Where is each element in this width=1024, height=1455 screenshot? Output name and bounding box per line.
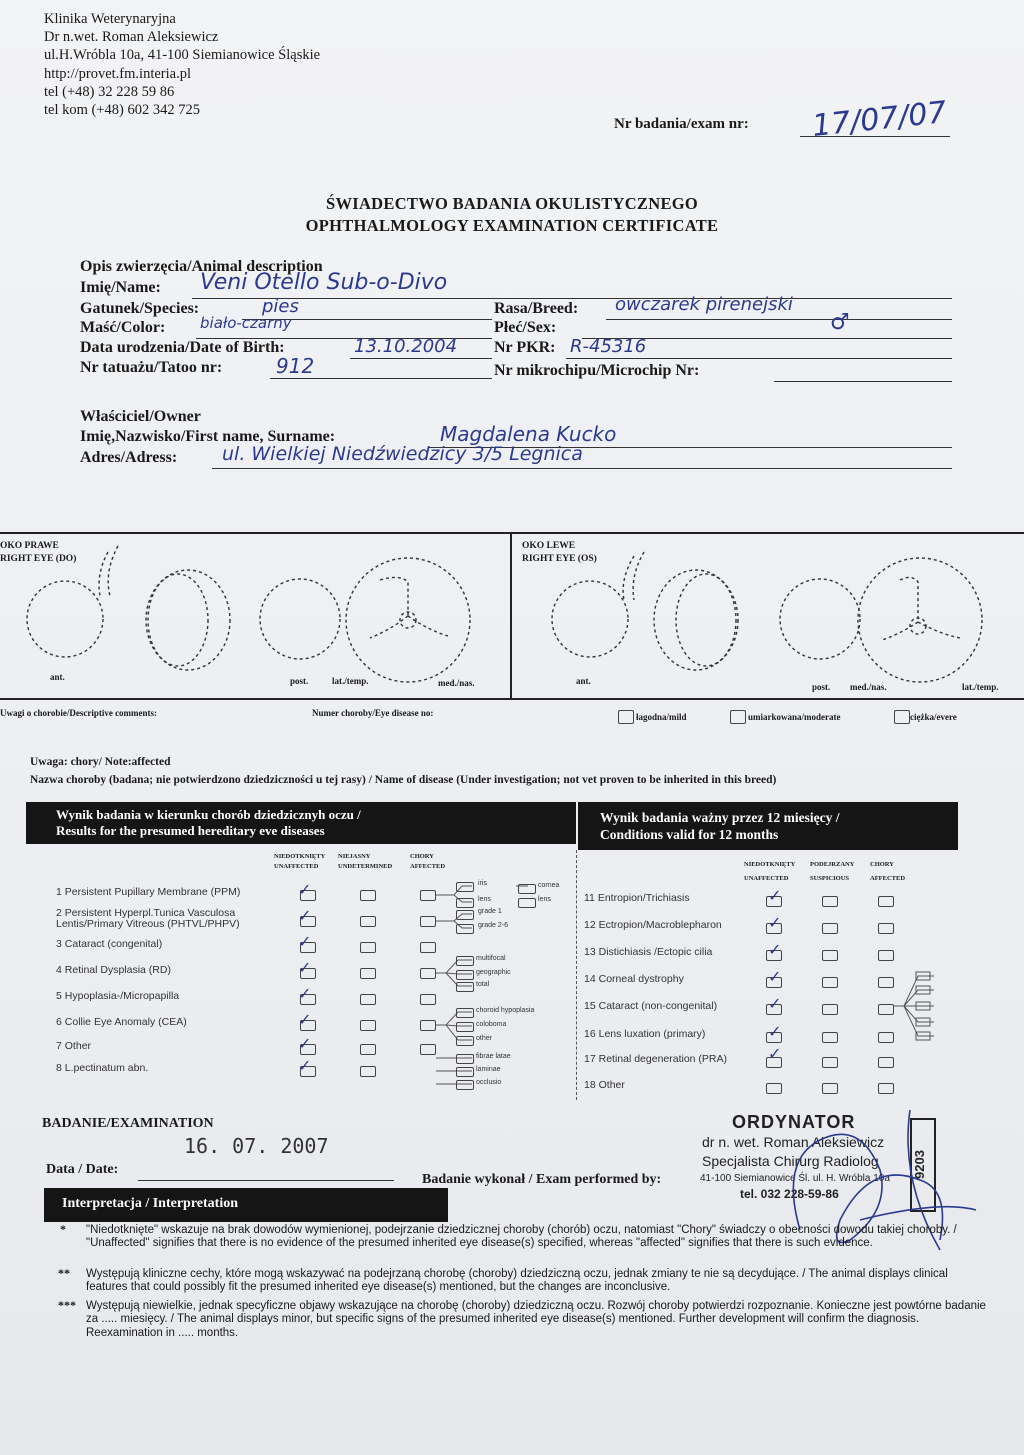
clinic-line: http://provet.fm.interia.pl [44, 65, 191, 82]
disease-row-6: 6 Collie Eye Anomaly (CEA) [56, 1016, 187, 1028]
row7-undetermined-box[interactable] [360, 1044, 376, 1055]
stamp-title: ORDYNATOR [732, 1112, 856, 1132]
clinic-line: Dr n.wet. Roman Aleksiewicz [44, 29, 219, 46]
row17-check-mark: ✓ [768, 1044, 782, 1063]
examination-date: 16. 07. 2007 [184, 1134, 329, 1158]
row1-affected-box[interactable] [420, 890, 436, 901]
address-value: ul. Wielkiej Niedźwiedzicy 3/5 Legnica [222, 443, 583, 465]
disease-row-8: 8 L.pectinatum abn. [56, 1062, 149, 1074]
row5-check-mark: ✓ [298, 984, 312, 1003]
row5-undetermined-box[interactable] [360, 994, 376, 1005]
row4-undetermined-box[interactable] [360, 968, 376, 979]
row14-check-mark: ✓ [768, 967, 782, 986]
sub-occlusio: occlusio [476, 1079, 502, 1086]
sub-box[interactable] [518, 898, 536, 908]
left-ant-label: ant. [576, 676, 591, 686]
condition-row-17: 17 Retinal degeneration (PRA) [584, 1053, 728, 1065]
chip-label: Nr mikrochipu/Microchip Nr: [494, 362, 700, 379]
tattoo-value: 912 [276, 354, 315, 378]
clinic-line: ul.H.Wróbla 10a, 41-100 Siemianowice Śląskie [44, 47, 321, 64]
exam-number-label: Nr badania/exam nr: [614, 116, 749, 132]
stamp-line3: 41-100 Siemianowice Śl. ul. H. Wróbla 10a [700, 1173, 890, 1184]
row16-suspicious-box[interactable] [822, 1032, 838, 1043]
name-value: Veni Otello Sub-o-Divo [200, 270, 448, 295]
right-header-en: Conditions valid for 12 months [600, 827, 779, 842]
sub-choroid: choroid hypoplasia [476, 1007, 535, 1014]
row2-affected-box[interactable] [420, 916, 436, 927]
sub-iris: iris [478, 880, 487, 887]
pkr-value: R-45316 [570, 336, 647, 357]
sub-total: total [476, 981, 490, 988]
row12-affected-box[interactable] [878, 923, 894, 934]
stamp-line1: dr n. wet. Roman Aleksiewicz [702, 1134, 885, 1150]
sub-box[interactable] [518, 884, 536, 894]
row6-affected-box[interactable] [420, 1020, 436, 1031]
clinic-line: Klinika Weterynaryjna [44, 11, 176, 27]
owner-section-title: Właściciel/Owner [80, 408, 201, 425]
sub-laminae: laminae [476, 1066, 501, 1073]
row2-check-mark: ✓ [298, 906, 312, 925]
row18-suspicious-box[interactable] [822, 1083, 838, 1094]
sub-box[interactable] [456, 1008, 474, 1018]
row8-undetermined-box[interactable] [360, 1066, 376, 1077]
mild-checkbox[interactable] [618, 710, 634, 724]
sub-lens-2: lens [538, 896, 551, 903]
row15-affected-box[interactable] [878, 1004, 894, 1015]
disease-row-2: 2 Persistent Hyperpl.Tunica Vasculosa Lentis/Primary Vitreous (PHTVL/PHPV) [56, 907, 240, 930]
color-value: biało-czarny [200, 314, 292, 332]
sub-box[interactable] [456, 924, 474, 934]
disease-row-5: 5 Hypoplasia-/Micropapilla [56, 990, 180, 1002]
moderate-checkbox[interactable] [730, 710, 746, 724]
row14-affected-box[interactable] [878, 977, 894, 988]
condition-row-14: 14 Corneal dystrophy [584, 973, 684, 985]
col-affected: CHORY AFFECTED [410, 853, 446, 870]
condition-row-18: 18 Other [584, 1079, 625, 1091]
left-lat-label: lat./temp. [962, 682, 999, 692]
right-post-label: post. [290, 676, 309, 686]
moderate-label: umiarkowana/moderate [748, 712, 841, 722]
row11-suspicious-box[interactable] [822, 896, 838, 907]
note-affected: Uwaga: chory/ Note:affected [30, 756, 171, 768]
sub-coloboma: coloboma [476, 1021, 507, 1028]
interpretation-title: Interpretacja / Interpretation [62, 1196, 238, 1211]
sub-box[interactable] [456, 1080, 474, 1090]
sex-label: Płeć/Sex: [494, 319, 557, 336]
title-pl: ŚWIADECTWO BADANIA OKULISTYCZNEGO [325, 194, 699, 213]
row17-affected-box[interactable] [878, 1057, 894, 1068]
left-med-label: med./nas. [850, 682, 887, 692]
performed-by-label: Badanie wykonał / Exam performed by: [422, 1172, 662, 1187]
row16-affected-box[interactable] [878, 1032, 894, 1043]
color-label: Maść/Color: [80, 319, 166, 336]
note-disease-name: Nazwa choroby (badana; nie potwierdzono dziedziczności u tej rasy) / Name of disease (Under investigation; not vet proven to be inherited in this breed) [30, 774, 777, 786]
row6-undetermined-box[interactable] [360, 1020, 376, 1031]
species-label: Gatunek/Species: [80, 300, 200, 317]
owner-name-value: Magdalena Kucko [440, 422, 617, 446]
right-lat-label: lat./temp. [332, 676, 369, 686]
interpretation-header [44, 1188, 448, 1222]
descriptive-comments-label: Uwagi o chorobie/Descriptive comments: [0, 708, 158, 718]
right-eye-subtitle: RIGHT EYE (DO) [0, 554, 77, 564]
owner-name-label: Imię,Nazwisko/First name, Surname: [80, 428, 336, 445]
row4-check-mark: ✓ [298, 958, 312, 977]
row14-suspicious-box[interactable] [822, 977, 838, 988]
date-label: Data / Date: [46, 1162, 119, 1177]
title-en: OPHTHALMOLOGY EXAMINATION CERTIFICATE [305, 216, 719, 235]
condition-row-11: 11 Entropion/Trichiasis [584, 892, 690, 904]
col-suspicious: PODEJRZANY SUSPICIOUS [810, 861, 855, 882]
clinic-line: tel kom (+48) 602 342 725 [44, 102, 200, 119]
name-label: Imię/Name: [80, 279, 161, 296]
row18-affected-box[interactable] [878, 1083, 894, 1094]
disease-row-4: 4 Retinal Dysplasia (RD) [56, 964, 171, 976]
left-header-en: Results for the presumed hereditary eve diseases [56, 823, 325, 838]
sex-value: ♂ [830, 310, 850, 335]
examination-label: BADANIE/EXAMINATION [42, 1116, 214, 1131]
right-eye-title: OKO PRAWE [0, 541, 59, 551]
animal-section-title: Opis zwierzęcia/Animal description [80, 258, 323, 275]
sub-box[interactable] [456, 1067, 474, 1077]
tattoo-label: Nr tatuażu/Tatoo nr: [80, 359, 223, 376]
stamp-line4: tel. 032 228-59-86 [740, 1187, 839, 1201]
dob-label: Data urodzenia/Date of Birth: [80, 339, 285, 356]
row13-check-mark: ✓ [768, 940, 782, 959]
right-med-label: med./nas. [438, 678, 475, 688]
interpretation-note-3: Występują niewielkie, jednak specyficzne objawy wskazujące na chorobę (choroby) dziedziczną oczu. Rozwój choroby potwierdzi rozpoznanie. Konieczne jest powtórne badanie za ..... miesięcy. / The animal displays minor, but specific signs of the presumed inherited eye disease(s) mentioned. Further development will confirm the diagnosis. Reexamination in ..... months. [86, 1300, 986, 1339]
address-label: Adres/Adress: [80, 449, 178, 466]
left-post-label: post. [812, 682, 831, 692]
sub-box[interactable] [456, 1022, 474, 1032]
right-ant-label: ant. [50, 672, 65, 682]
row12-suspicious-box[interactable] [822, 923, 838, 934]
sub-cornea: cornea [538, 882, 560, 889]
left-table-header [26, 802, 576, 844]
species-value: pies [262, 296, 299, 317]
sub-geographic: geographic [476, 969, 511, 976]
sub-grade1: grade 1 [478, 908, 502, 915]
disease-row-3: 3 Cataract (congenital) [56, 938, 163, 950]
sub-fibrae: fibrae latae [476, 1053, 511, 1060]
row3-affected-box[interactable] [420, 942, 436, 953]
severe-label: ciężka/evere [910, 712, 957, 722]
sub-lens: lens [478, 896, 491, 903]
sub-box[interactable] [456, 898, 474, 908]
row15-suspicious-box[interactable] [822, 1004, 838, 1015]
sub-grade26: grade 2-6 [478, 922, 508, 929]
left-eye-subtitle: RIGHT EYE (OS) [522, 554, 597, 564]
severe-checkbox[interactable] [894, 710, 910, 724]
row2-undetermined-box[interactable] [360, 916, 376, 927]
condition-row-16: 16 Lens luxation (primary) [584, 1028, 706, 1040]
sub-box[interactable] [456, 1036, 474, 1046]
stamp-number: 9203 [910, 1118, 936, 1212]
row7-check-mark: ✓ [298, 1034, 312, 1053]
breed-value: owczarek pirenejski [615, 294, 793, 315]
row13-suspicious-box[interactable] [822, 950, 838, 961]
row7-affected-box[interactable] [420, 1044, 436, 1055]
clinic-header [44, 10, 320, 119]
row17-suspicious-box[interactable] [822, 1057, 838, 1068]
row11-affected-box[interactable] [878, 896, 894, 907]
row5-affected-box[interactable] [420, 994, 436, 1005]
row8-check-mark: ✓ [298, 1056, 312, 1075]
mild-label: łagodna/mild [636, 712, 687, 722]
interpretation-note-1: "Niedotknięte" wskazuje na brak dowodów wymienionej, podejrzanie dziedzicznej choroby (chorób) oczu, natomiast "Chory" świadczy o obecności dowodu takiej choroby. / "Unaffected" signifies that there is no evidence of the presumed inherited eye disease(s) specified, whereas "affected" signifies that there is such evidence. [86, 1224, 957, 1250]
condition-row-12: 12 Ectropion/Macroblepharon [584, 919, 722, 931]
row13-affected-box[interactable] [878, 950, 894, 961]
footnote-mark-2: ** [58, 1266, 70, 1280]
sub-box[interactable] [456, 956, 474, 966]
row15-check-mark: ✓ [768, 994, 782, 1013]
footnote-mark-1: * [60, 1222, 66, 1236]
sub-box[interactable] [456, 982, 474, 992]
row3-check-mark: ✓ [298, 932, 312, 951]
disease-row-7: 7 Other [56, 1040, 92, 1052]
row18-unaffected-box[interactable] [766, 1083, 782, 1094]
interpretation-note-2: Występują kliniczne cechy, które mogą wskazywać na podejrzaną chorobę (choroby) dziedziczną oczu, jednak zmiany te nie są decydujące. / The animal displays clinical features that could possibly fit the presumed inherited eye disease(s) mentioned, but the changes are inconclusive. [86, 1268, 948, 1294]
row1-undetermined-box[interactable] [360, 890, 376, 901]
sub-box[interactable] [456, 910, 474, 920]
sub-other: other [476, 1035, 492, 1042]
row12-check-mark: ✓ [768, 913, 782, 932]
right-table-header [578, 802, 958, 850]
row3-undetermined-box[interactable] [360, 942, 376, 953]
left-eye-title: OKO LEWE [522, 541, 576, 551]
sub-box[interactable] [456, 970, 474, 980]
disease-no-label: Numer choroby/Eye disease no: [312, 708, 434, 718]
footnote-mark-3: *** [58, 1298, 76, 1312]
stamp-line2: Specjalista Chirurg Radiolog [702, 1153, 879, 1169]
row4-affected-box[interactable] [420, 968, 436, 979]
col-undetermined: NIEJASNY UNDETERMINED [338, 853, 393, 870]
col-unaffected: NIEDOTKNIĘTY UNAFFECTED [274, 853, 326, 870]
pkr-label: Nr PKR: [494, 339, 556, 356]
col-affected-right: CHORY AFFECTED [870, 861, 906, 882]
disease-row-1: 1 Persistent Pupillary Membrane (PPM) [56, 886, 241, 898]
exam-number-value: 17/07/07 [810, 95, 949, 144]
row11-check-mark: ✓ [768, 886, 782, 905]
sub-box[interactable] [456, 1054, 474, 1064]
sub-box[interactable] [456, 882, 474, 892]
cataract-branch-lines [894, 966, 964, 1046]
eye-drawings [0, 534, 1024, 694]
right-header-pl: Wynik badania ważny przez 12 miesięcy / [600, 810, 840, 825]
row1-check-mark: ✓ [298, 880, 312, 899]
sub-multifocal: multifocal [476, 955, 506, 962]
condition-row-15: 15 Cataract (non-congenital) [584, 1000, 718, 1012]
left-header-pl: Wynik badania w kierunku chorób dziedzicznyh oczu / [56, 807, 361, 822]
condition-row-13: 13 Distichiasis /Ectopic cilia [584, 946, 713, 958]
row16-check-mark: ✓ [768, 1022, 782, 1041]
row6-check-mark: ✓ [298, 1010, 312, 1029]
breed-label: Rasa/Breed: [494, 300, 579, 317]
clinic-line: tel (+48) 32 228 59 86 [44, 83, 175, 100]
dob-value: 13.10.2004 [354, 336, 458, 357]
col-unaffected-right: NIEDOTKNIĘTY UNAFFECTED [744, 861, 796, 882]
